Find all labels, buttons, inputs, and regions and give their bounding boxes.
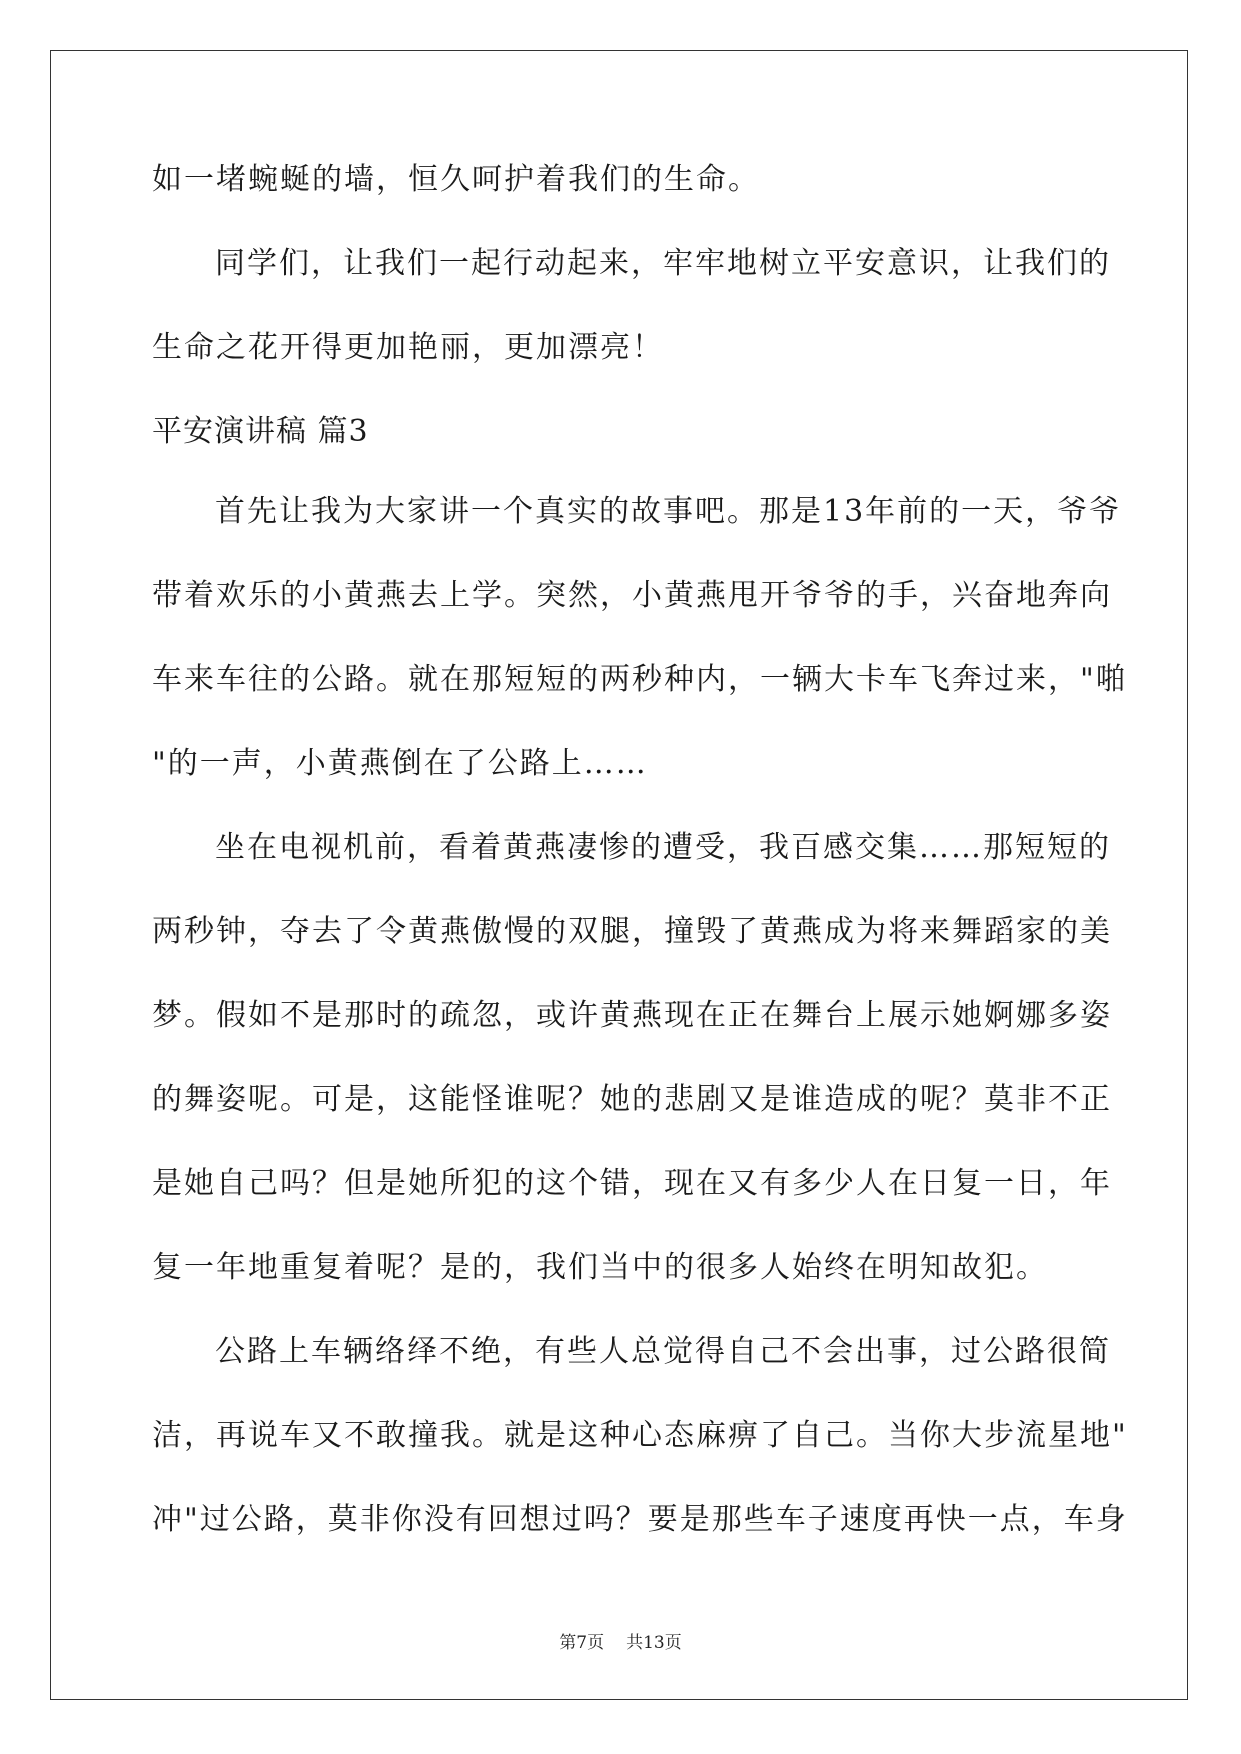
text-line: 两秒钟，夺去了令黄燕傲慢的双腿，撞毁了黄燕成为将来舞蹈家的美 [152, 914, 1112, 949]
text-line: 公路上车辆络绎不绝，有些人总觉得自己不会出事，过公路很简 [215, 1334, 1111, 1369]
text-line: 首先让我为大家讲一个真实的故事吧。那是13年前的一天，爷爷 [215, 494, 1122, 529]
text-line: 如一堵蜿蜒的墙，恒久呵护着我们的生命。 [152, 162, 760, 197]
document-body [152, 160, 1128, 1584]
text-line: 坐在电视机前，看着黄燕凄惨的遭受，我百感交集……那短短的 [215, 830, 1111, 865]
text-line: 带着欢乐的小黄燕去上学。突然，小黄燕甩开爷爷的手，兴奋地奔向 [152, 578, 1112, 613]
text-line: 是她自己吗？但是她所犯的这个错，现在又有多少人在日复一日，年 [152, 1166, 1112, 1201]
section-heading: 平安演讲稿 篇3 [152, 414, 369, 449]
text-line: 梦。假如不是那时的疏忽，或许黄燕现在正在舞台上展示她婀娜多姿 [152, 998, 1112, 1033]
text-line: 冲"过公路，莫非你没有回想过吗？要是那些车子速度再快一点，车身 [152, 1502, 1128, 1537]
text-line: 生命之花开得更加艳丽，更加漂亮！ [152, 330, 664, 365]
text-line: 复一年地重复着呢？是的，我们当中的很多人始终在明知故犯。 [152, 1250, 1048, 1285]
page-footer [0, 1628, 1241, 1653]
text-line: 的舞姿呢。可是，这能怪谁呢？她的悲剧又是谁造成的呢？莫非不正 [152, 1082, 1112, 1117]
text-line: 洁，再说车又不敢撞我。就是这种心态麻痹了自己。当你大步流星地" [152, 1418, 1128, 1453]
page-total: 共13页 [626, 1633, 682, 1653]
page-number: 第7页 [559, 1633, 605, 1653]
text-line: "的一声，小黄燕倒在了公路上…… [152, 746, 648, 781]
text-line: 车来车往的公路。就在那短短的两秒种内，一辆大卡车飞奔过来，"啪 [152, 662, 1128, 697]
text-line: 同学们，让我们一起行动起来，牢牢地树立平安意识，让我们的 [215, 246, 1111, 281]
